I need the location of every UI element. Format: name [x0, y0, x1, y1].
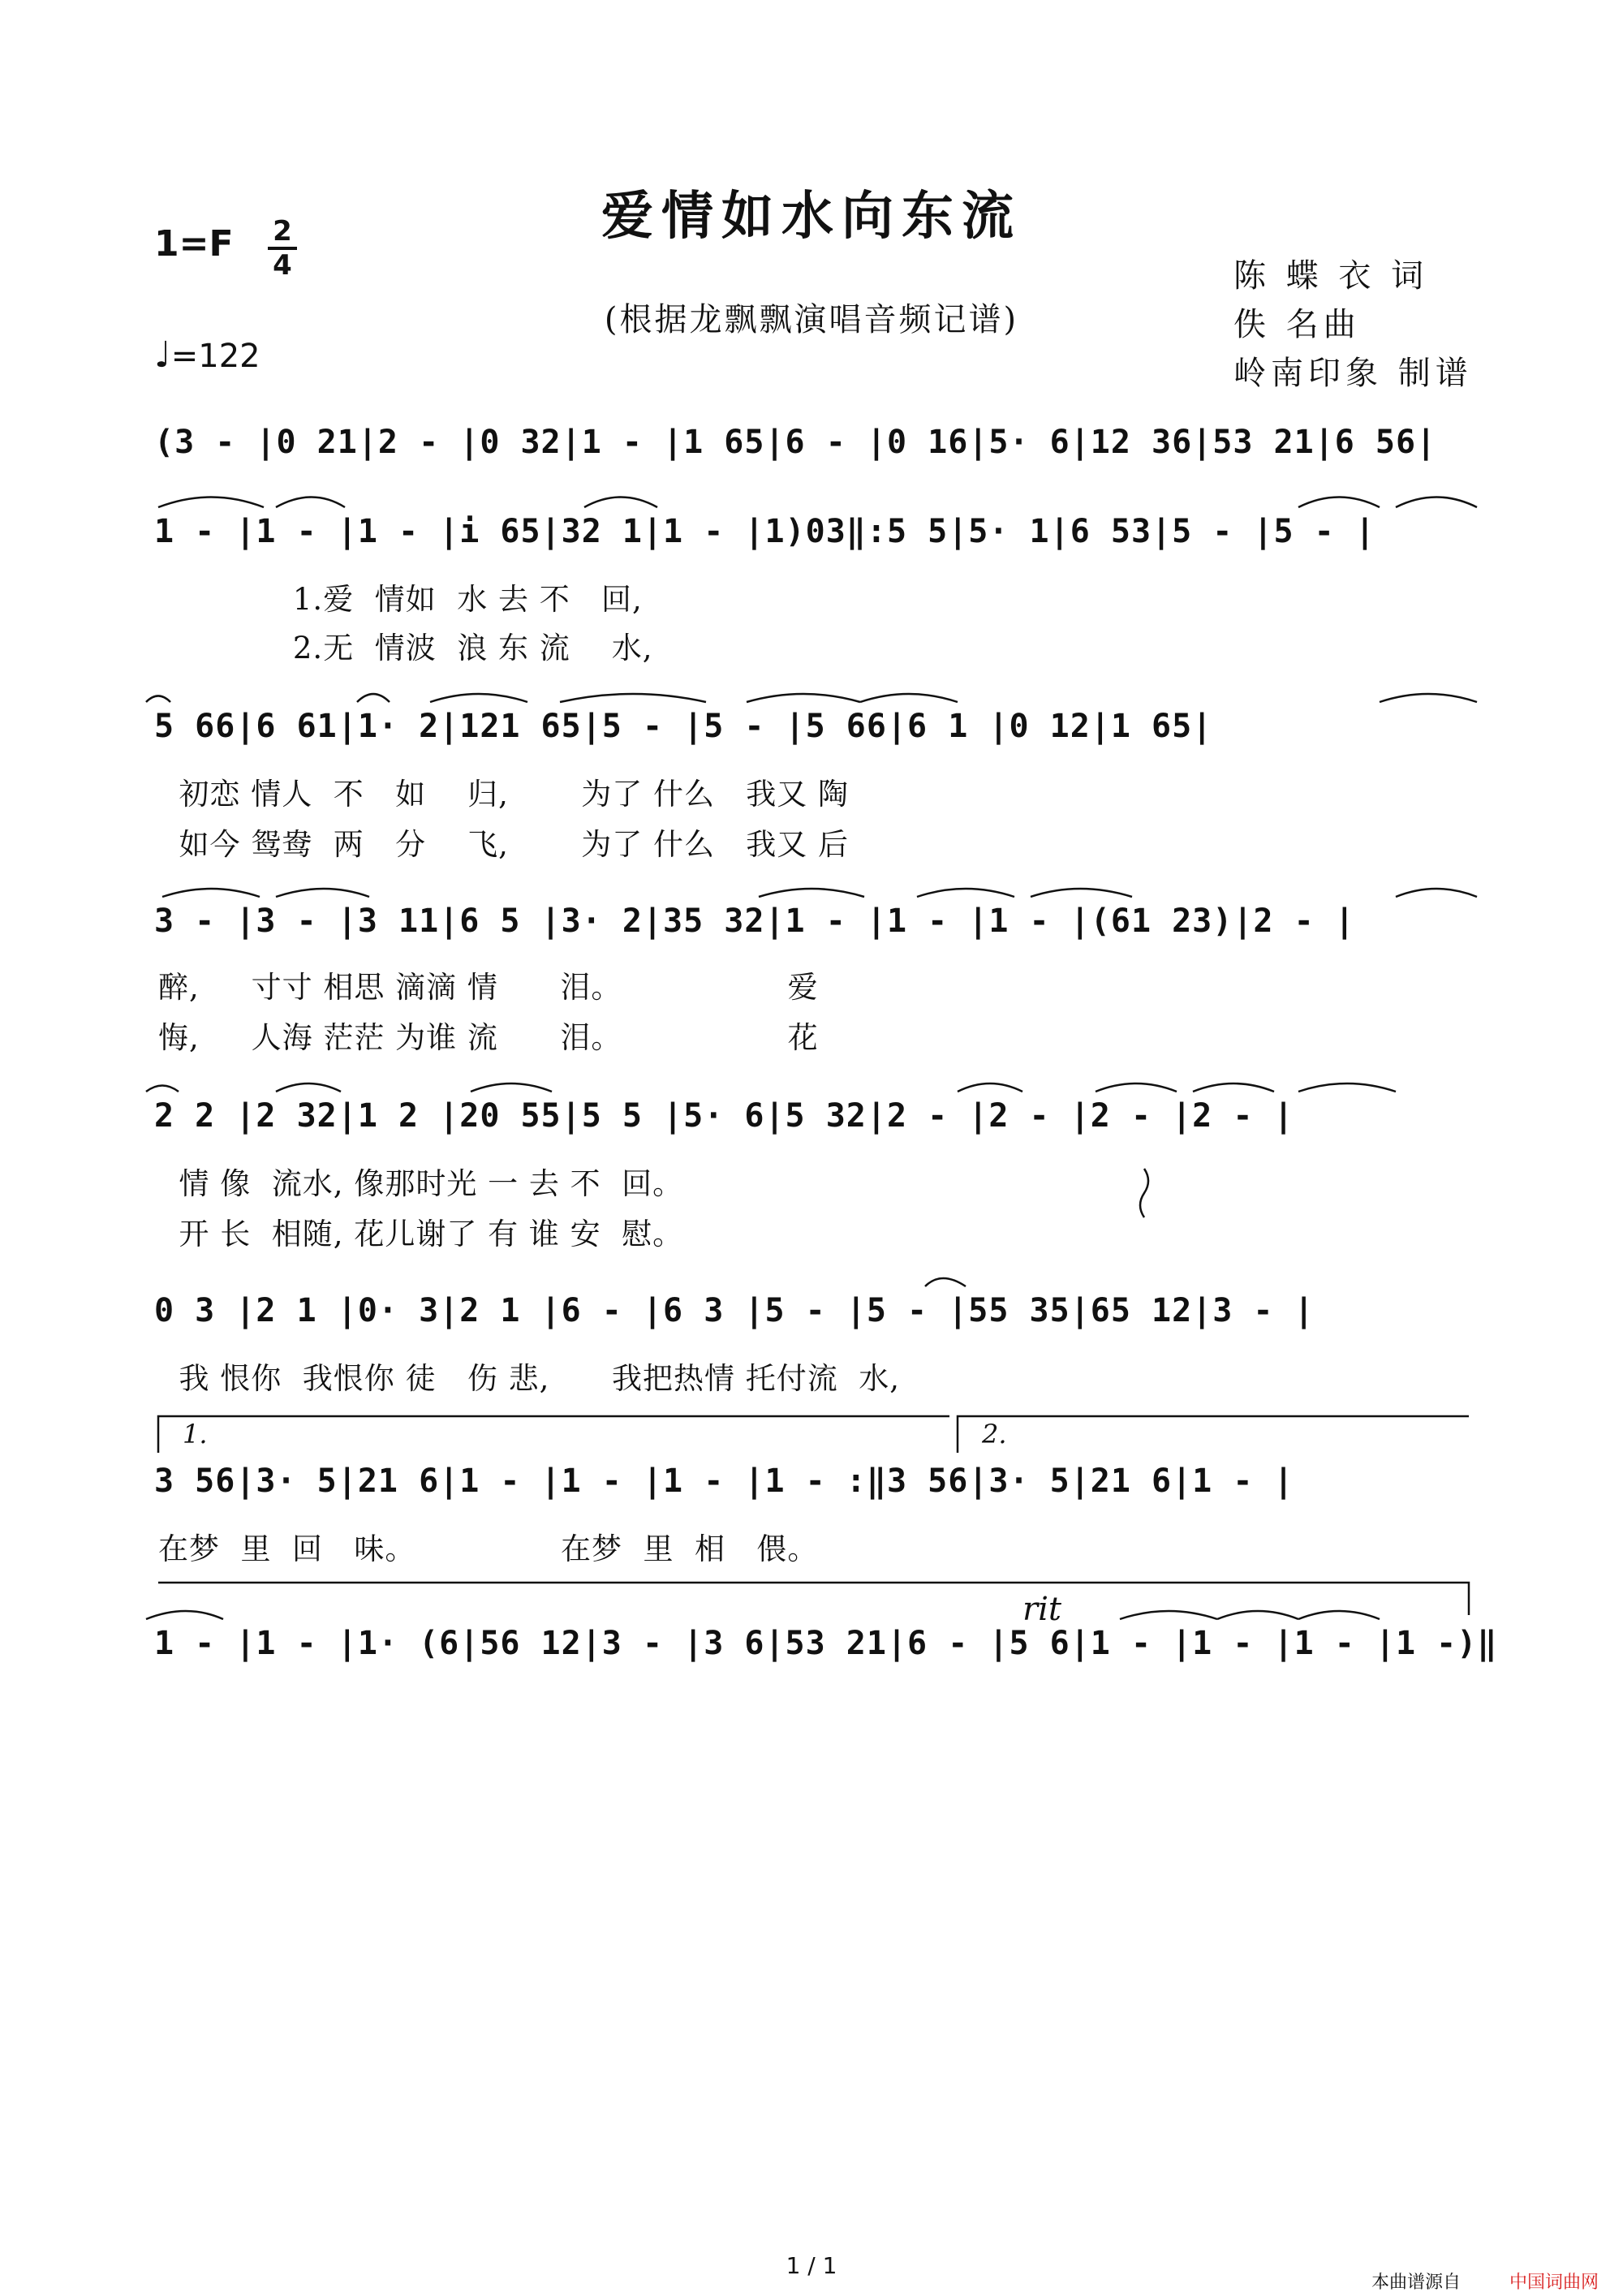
- tie-mark: [917, 889, 1014, 897]
- score-line-3-lyrics-verse-2: 如今 鸳鸯 两 分 飞, 为了 什么 我又 后: [158, 827, 850, 862]
- score-line-5-notes: 2 2 |2 32|1 2 |20 55|5 5 |5· 6|5 32|2 - |2 - |2 - |2 - |: [154, 1097, 1294, 1135]
- score-line-3-lyrics-verse-1: 初恋 情人 不 如 归, 为了 什么 我又 陶: [158, 777, 850, 812]
- tie-mark: [1031, 889, 1132, 897]
- score-line-6-notes: 0 3 |2 1 |0· 3|2 1 |6 - |6 3 |5 - |5 - |55 35|65 12|3 - |: [154, 1292, 1315, 1329]
- tie-mark: [1380, 694, 1477, 702]
- quarter-note-icon: ♩: [154, 334, 171, 376]
- key-signature: 1=F: [154, 223, 234, 265]
- brand-logo-text: 中国词曲网: [1509, 2272, 1599, 2293]
- tie-mark: [471, 1083, 552, 1092]
- tie-mark: [1120, 1611, 1217, 1619]
- tie-mark: [584, 498, 657, 508]
- score-line-8-notes: 1 - |1 - |1· (6|56 12|3 - |3 6|53 21|6 - |5 6|1 - |1 - |1 - |1 -)‖: [154, 1625, 1498, 1662]
- tie-mark: [1193, 1083, 1274, 1092]
- tie-mark: [146, 1611, 223, 1619]
- tie-mark: [759, 889, 864, 897]
- tie-mark: [925, 1278, 966, 1286]
- tie-mark: [560, 694, 706, 702]
- tie-mark: [276, 498, 345, 508]
- tie-mark: [1396, 498, 1477, 508]
- score-line-1-notes: (3 - |0 21|2 - |0 32|1 - |1 65|6 - |0 16|5· 6|12 36|53 21|6 56|: [154, 424, 1437, 461]
- tie-mark: [1396, 889, 1477, 897]
- score-line-6-lyrics: 我 恨你 我恨你 徒 伤 悲, 我把热情 托付流 水,: [158, 1361, 900, 1396]
- tie-mark: [1298, 1083, 1396, 1092]
- score-line-4-lyrics-verse-1: 醉, 寸寸 相思 滴滴 情 泪。 爱: [158, 970, 819, 1005]
- time-signature-bottom: 4: [273, 249, 292, 282]
- tie-mark: [158, 498, 264, 508]
- score-line-3-notes: 5 66|6 61|1· 2|121 65|5 - |5 - |5 66|6 1 |0 12|1 65|: [154, 708, 1213, 745]
- tie-mark: [146, 1086, 179, 1092]
- score-line-4-notes: 3 - |3 - |3 11|6 5 |3· 2|35 32|1 - |1 - |1 - |(61 23)|2 - |: [154, 902, 1355, 940]
- tie-mark: [1096, 1083, 1177, 1092]
- score-line-7-notes: 3 56|3· 5|21 6|1 - |1 - |1 - |1 - :‖3 56|3· 5|21 6|1 - |: [154, 1462, 1294, 1500]
- tie-mark: [1217, 1611, 1298, 1619]
- score-line-5-lyrics-verse-1: 情 像 流水, 像那时光 一 去 不 回。: [158, 1166, 684, 1201]
- tempo-value: =122: [170, 338, 260, 375]
- tie-mark: [747, 694, 860, 702]
- score-line-2-notes: 1 - |1 - |1 - |i 65|32 1|1 - |1)03‖:5 5|5· 1|6 53|5 - |5 - |: [154, 513, 1375, 550]
- second-ending-bracket: [958, 1416, 1469, 1453]
- score-line-7-lyrics: 在梦 里 回 味。 在梦 里 相 偎。: [158, 1531, 819, 1566]
- subtitle: (根据龙飘飘演唱音频记谱): [604, 301, 1019, 338]
- tie-mark: [276, 889, 369, 897]
- ritardando-marking: rit: [1022, 1591, 1061, 1628]
- source-label: 本曲谱源自: [1371, 2272, 1462, 2293]
- tie-mark: [162, 889, 260, 897]
- lyricist-credit: 陈 蝶 衣 词: [1233, 257, 1429, 295]
- composer-credit: 佚 名曲: [1233, 306, 1361, 343]
- time-signature-top: 2: [273, 215, 292, 248]
- score-line-2-lyrics-verse-2: 2.无 情波 浪 东 流 水,: [158, 631, 653, 666]
- tie-mark: [958, 1083, 1022, 1092]
- tie-mark: [276, 1083, 341, 1092]
- arranger-credit: 岭南印象 制谱: [1233, 355, 1473, 392]
- song-title: 爱情如水向东流: [601, 186, 1022, 247]
- tie-mark: [357, 694, 390, 702]
- tie-mark: [1298, 1611, 1380, 1619]
- tie-mark: [1298, 498, 1380, 508]
- ritardando-bracket: [158, 1583, 1469, 1615]
- breath-mark: [1140, 1169, 1148, 1217]
- score-line-5-lyrics-verse-2: 开 长 相随, 花儿谢了 有 谁 安 慰。: [158, 1217, 684, 1251]
- tie-mark: [860, 694, 958, 702]
- tie-mark: [430, 694, 527, 702]
- first-ending-bracket: [158, 1416, 949, 1453]
- page-number: 1 / 1: [786, 2252, 837, 2279]
- second-ending-label: 2.: [982, 1419, 1007, 1450]
- score-line-4-lyrics-verse-2: 悔, 人海 茫茫 为谁 流 泪。 花: [158, 1020, 819, 1055]
- score-line-2-lyrics-verse-1: 1.爱 情如 水 去 不 回,: [158, 582, 643, 617]
- first-ending-label: 1.: [183, 1419, 208, 1450]
- tie-mark: [146, 696, 170, 703]
